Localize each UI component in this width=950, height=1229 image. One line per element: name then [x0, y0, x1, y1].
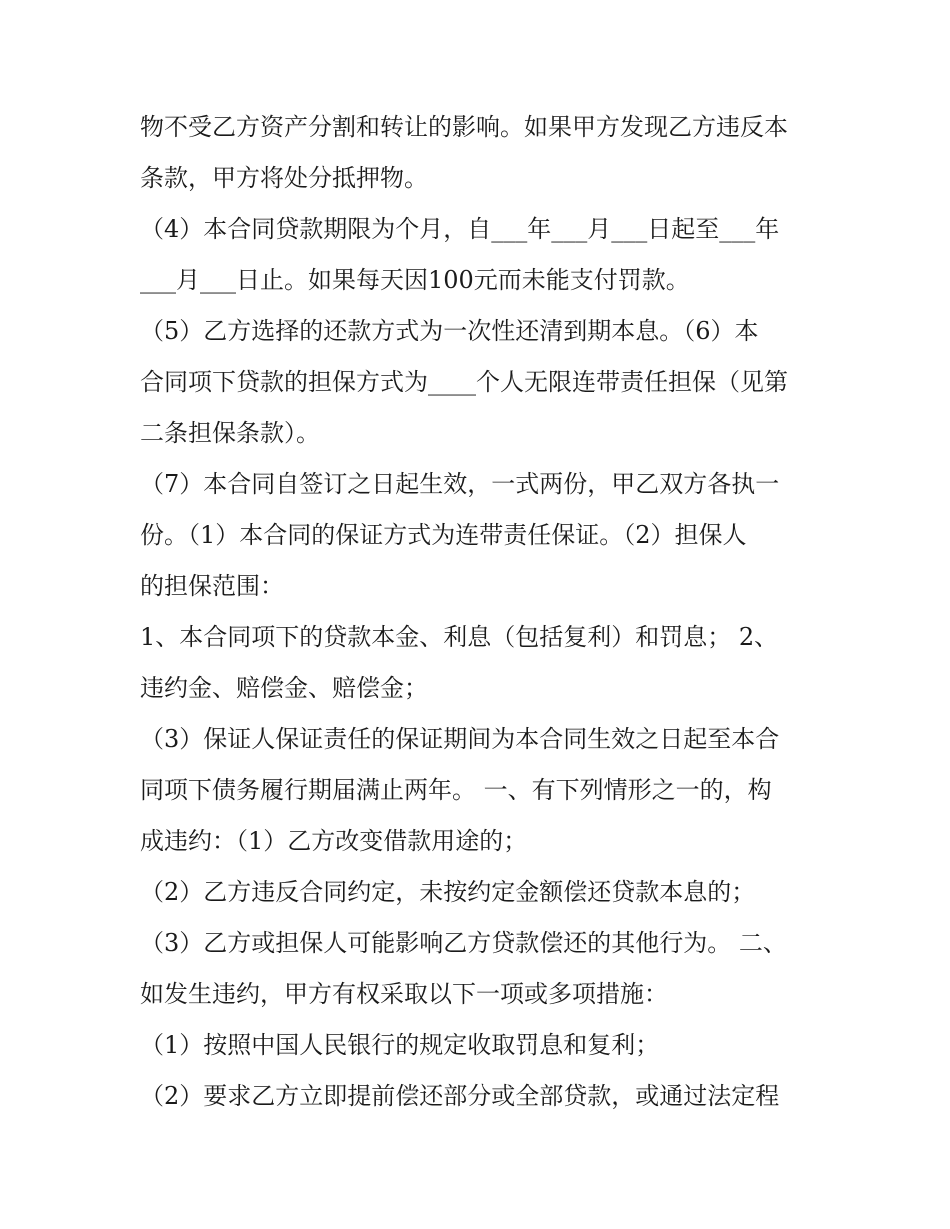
text-line: 1、本合同项下的贷款本金、利息（包括复利）和罚息； 2、	[140, 623, 779, 651]
text-line: 物不受乙方资产分割和转让的影响。如果甲方发现乙方违反本	[140, 113, 788, 141]
text-line: 份。（1）本合同的保证方式为连带责任保证。（2）担保人	[140, 521, 747, 549]
text-line: ___月___日止。如果每天因100元而未能支付罚款。	[140, 266, 690, 294]
text-line: 同项下债务履行期届满止两年。 一、有下列情形之一的，构	[140, 776, 772, 804]
text-line: 如发生违约，甲方有权采取以下一项或多项措施：	[140, 980, 668, 1008]
text-line: 二条担保条款）。	[140, 419, 320, 447]
text-line: （4）本合同贷款期限为个月，自___年___月___日起至___年	[140, 215, 780, 243]
text-line: （2）要求乙方立即提前偿还部分或全部贷款，或通过法定程	[140, 1082, 780, 1110]
text-line: （3）乙方或担保人可能影响乙方贷款偿还的其他行为。 二、	[140, 929, 787, 957]
contract-body	[140, 102, 820, 1122]
text-line: （1）按照中国人民银行的规定收取罚息和复利；	[140, 1031, 660, 1059]
text-line: 合同项下贷款的担保方式为____个人无限连带责任担保（见第	[140, 368, 788, 396]
text-line: 违约金、赔偿金、赔偿金；	[140, 674, 428, 702]
text-line: （2）乙方违反合同约定，未按约定金额偿还贷款本息的；	[140, 878, 756, 906]
text-line: 条款，甲方将处分抵押物。	[140, 164, 428, 192]
text-line: （5）乙方选择的还款方式为一次性还清到期本息。（6）本	[140, 317, 759, 345]
text-line: 成违约：（1）乙方改变借款用途的；	[140, 827, 528, 855]
text-line: （7）本合同自签订之日起生效，一式两份，甲乙双方各执一	[140, 470, 780, 498]
text-line: （3）保证人保证责任的保证期间为本合同生效之日起至本合	[140, 725, 780, 753]
text-line: 的担保范围：	[140, 572, 284, 600]
